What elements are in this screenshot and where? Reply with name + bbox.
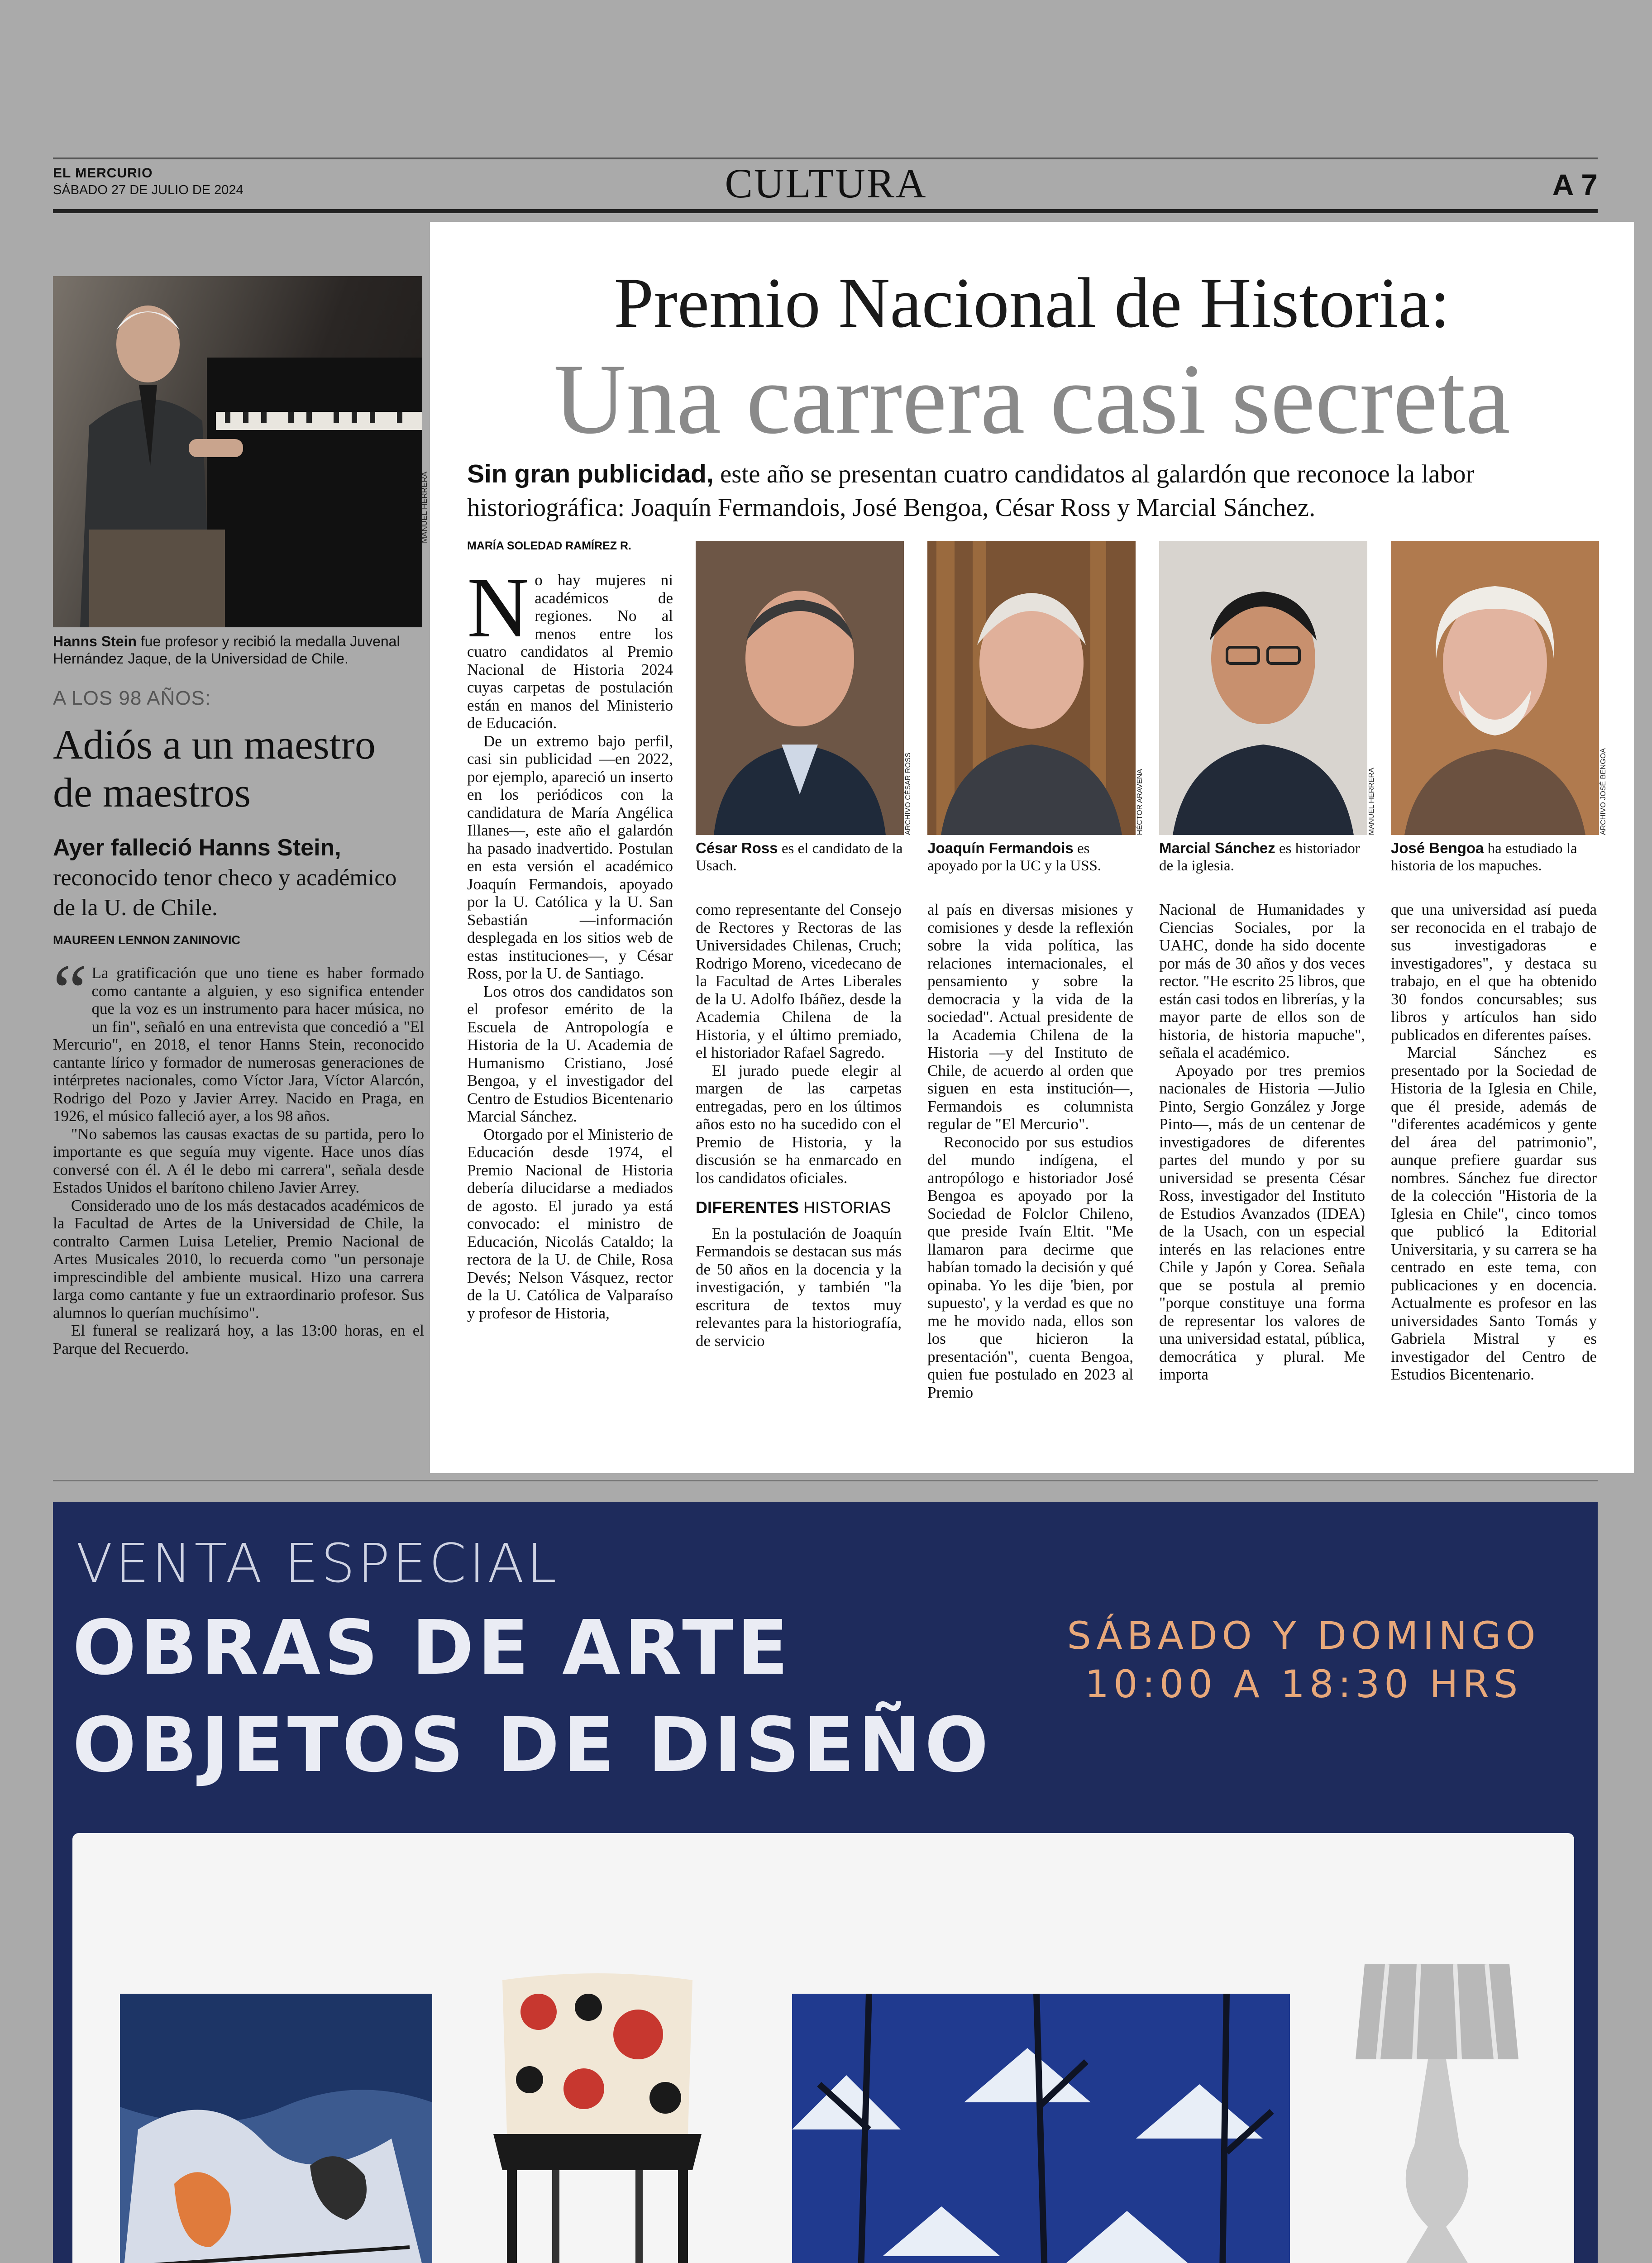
- piano-scene-illustration: [53, 276, 422, 627]
- portrait-marcial-sanchez-illustration: [1159, 541, 1367, 835]
- chair-mademoiselle: [475, 1971, 720, 2263]
- portrait-caption: Joaquín Fermandois es apoyado por la UC y la USS.: [927, 840, 1102, 874]
- painting-benmayor: [120, 1994, 432, 2263]
- main-column-4: [1159, 901, 1365, 1384]
- body-paragraph: como representante del Consejo de Rectores y Rectoras de las Universidades Chilenas, Cruch; Rodrigo Moreno, vicedecano de la Facultad de Artes Liberales de la U. Adolfo Ibáñez, desde la Academia Chilena de la Historia, y el último premiado, el historiador Rafael Sagredo.: [696, 901, 902, 1061]
- main-column-3: [927, 901, 1133, 1401]
- portrait-joaquin-fermandois: [927, 541, 1136, 835]
- portrait-caption: Marcial Sánchez es historiador de la iglesia.: [1159, 840, 1360, 874]
- newspaper-name: EL MERCURIO: [53, 166, 153, 181]
- header-rule-bottom: [53, 209, 1598, 213]
- body-paragraph: El jurado puede elegir al margen de las carpetas entregadas, pero en los últimos años esto no ha sucedido con el Premio de Historia, y la discusión se ha enmarcado en los candidatos oficiales.: [696, 1061, 902, 1187]
- page-number: A 7: [1552, 168, 1598, 201]
- body-paragraph: El funeral se realizará hoy, a las 13:00 horas, en el Parque del Recuerdo.: [53, 1322, 424, 1357]
- body-paragraph: De un extremo bajo perfil, casi sin publicidad —en 2022, por ejemplo, apareció un inserto en los periódicos con la candidatura de María Angélica Illanes—, este año el galardón ha pasado inadvertido. Postulan en esta versión el académico Joaquín Fermandois, apoyado por la U. Católica y la U. San Sebastián —información desplegada en los sitios web de estas instituciones—, y César Ross, por la U. de Santiago.: [467, 732, 673, 982]
- ad-hours: 10:00 A 18:30 HRS: [1084, 1662, 1523, 1706]
- deck-bold: Ayer falleció Hanns Stein,: [53, 835, 341, 861]
- ad-days: SÁBADO Y DOMINGO: [1067, 1614, 1540, 1658]
- portrait-caption: César Ross es el candidato de la Usach.: [696, 840, 903, 874]
- portrait-credit: MANUEL HERRERA: [1368, 768, 1375, 835]
- lamp-bourgie: [1346, 1955, 1528, 2263]
- main-column-5: [1391, 901, 1597, 1384]
- body-paragraph: Apoyado por tres premios nacionales de Historia —Julio Pinto, Sergio González y Jorge Pinto—, más de un centenar de investigadores de diferentes partes del mundo y por su universidad se presenta César Ross, investigador del Instituto de Estudios Avanzados (IDEA) de la Usach, con un especial interés en las relaciones entre Chile y Japón y Corea. Señala que se postula al premio "porque constituye una forma de representar los valores de una universidad estatal, pública, democrática y plural. Me importa: [1159, 1061, 1365, 1383]
- body-paragraph: En la postulación de Joaquín Fermandois se destacan sus más de 50 años en la docencia y la investigación, y también "la escritura de textos muy relevantes para la historiografía, de servicio: [696, 1224, 902, 1350]
- article-title: Adiós a un maestro de maestros: [53, 721, 376, 816]
- page-divider: [53, 1480, 1598, 1481]
- drop-cap: N: [467, 560, 530, 655]
- portrait-joaquin-fermandois-illustration: [927, 541, 1136, 835]
- body-paragraph: Nacional de Humanidades y Ciencias Sociales, por la UAHC, donde ha sido docente por más de 30 años y dos veces rector. "He escrito 25 libros, que están casi todos en librerías, y la mayor parte de ellos son de historia, de historia mapuche", señala el académico.: [1159, 901, 1365, 1061]
- main-byline: MARÍA SOLEDAD RAMÍREZ R.: [467, 539, 631, 552]
- issue-date: SÁBADO 27 DE JULIO DE 2024: [53, 183, 244, 197]
- deck-text: reconocido tenor checo y académico de la U. de Chile.: [53, 865, 397, 921]
- photo-credit: MANUEL HERRERA: [420, 471, 429, 543]
- portrait-cesar-ross: [696, 541, 904, 835]
- main-column-2: [696, 901, 902, 1350]
- body-paragraph: Considerado uno de los más destacados académicos de la Facultad de Artes de la Universidad de Chile, la contralto Carmen Luisa Letelier, Premio Nacional de Artes Musicales 2010, lo recuerda como "un personaje imprescindible del ambiente musical. Hizo una carrera larga como cantante y fue un extraordinario profesor. Sus alumnos lo querían muchísimo".: [53, 1196, 424, 1322]
- section-subhead: DIFERENTES HISTORIAS: [696, 1198, 891, 1217]
- body-paragraph: Reconocido por sus estudios del mundo indígena, el antropólogo e historiador José Bengoa es apoyado por la Sociedad de Folclor Chileno, que preside Ivaín Eltit. "Me llamaron para decirme que habían tomado la decisión y qué opinaba. Yo les dije 'bien, por supuesto', y la verdad es que no me he movido nada, ellos son los que hicieron la presentación", cuenta Bengoa, quien fue postulado en 2023 al Premio: [927, 1133, 1133, 1401]
- article-body: [53, 949, 424, 1357]
- ad-headline-2: OBJETOS DE DISEÑO: [72, 1702, 993, 1789]
- portrait-credit: ARCHIVO CÉSAR ROSS: [904, 752, 912, 835]
- article-deck: [53, 833, 424, 923]
- main-column-1: [467, 560, 673, 1322]
- main-headline: Premio Nacional de Historia:: [614, 263, 1450, 343]
- body-paragraph: “ La gratificación que uno tiene es haber formado como cantante a alguien, y eso significa entender que la voz es un instrumento para hacer música, no un fin", señaló en una entrevista que concedió a "El Mercurio", en 2018, el tenor Hanns Stein, reconocido cantante lírico y formador de numerosas generaciones de intérpretes nacionales, como Víctor Jara, Víctor Alarcón, Rodrigo del Pozo y Javier Arrey. Nacido en Praga, en 1926, el músico falleció ayer, a los 98 años.: [53, 949, 424, 1125]
- painting-dominguez: [792, 1994, 1290, 2263]
- drop-quote: “: [53, 949, 87, 1034]
- main-deck: [467, 457, 1608, 525]
- portrait-jose-bengoa: [1391, 541, 1599, 835]
- ad-kicker: VENTA ESPECIAL: [76, 1532, 559, 1595]
- caption-text: fue profesor y recibió la medalla Juvenal Hernández Jaque, de la Universidad de Chile.: [53, 633, 400, 667]
- article-kicker: A LOS 98 AÑOS:: [53, 687, 211, 709]
- body-paragraph: Marcial Sánchez es presentado por la Sociedad de Historia de la Iglesia en Chile, que él preside, además de "diferentes académicos y gente del área del patrimonio", aunque prefiere guardar sus nombres. Sánchez fue director de la colección "Historia de la Iglesia en Chile", cinco tomos que publicó la Editorial Universitaria, y su carrera se ha centrado en este tema, con publicaciones y en docencia. Actualmente es profesor en las universidades Santo Tomás y Gabriela Mistral y es investigador del Centro de Estudios Bicentenario.: [1391, 1044, 1597, 1383]
- portrait-jose-bengoa-illustration: [1391, 541, 1599, 835]
- main-deck-bold: Sin gran publicidad,: [467, 459, 714, 488]
- main-deck-text: este año se presentan cuatro candidatos al galardón que reconoce la labor historiográfica: Joaquín Fermandois, José Bengoa, César Ross y Marcial Sánchez.: [467, 460, 1475, 522]
- hanns-stein-photo: [53, 276, 422, 627]
- article-byline: MAUREEN LENNON ZANINOVIC: [53, 933, 241, 947]
- body-paragraph: que una universidad así pueda ser reconocida en el trabajo de sus investigadoras e investigadores", y destaca su trabajo, en el que ha obtenido 30 fondos concursables; sus libros y artículos han sido publicados en diferentes países.: [1391, 901, 1597, 1044]
- body-paragraph: Otorgado por el Ministerio de Educación desde 1974, el Premio Nacional de Historia debería dilucidarse a mediados de agosto. El jurado ya está convocado: el ministro de Educación, Nicolás Cataldo; la rectora de la U. de Chile, Rosa Devés; Nelson Vásquez, rector de la U. Católica de Valparaíso y profesor de Historia,: [467, 1125, 673, 1322]
- body-paragraph: No hay mujeres ni académicos de regiones. No al menos entre los cuatro candidatos al Premio Nacional de Historia 2024 cuyas carpetas de postulación están en manos del Ministerio de Educación.: [467, 560, 673, 732]
- ad-headline-1: OBRAS DE ARTE: [72, 1604, 792, 1692]
- body-paragraph: "No sabemos las causas exactas de su partida, pero lo importante es que seguía muy vigente. Hace unos días conversé con él. A él le debo mi carrera", señala desde Estados Unidos el barítono chileno Javier Arrey.: [53, 1125, 424, 1196]
- portrait-caption: José Bengoa ha estudiado la historia de los mapuches.: [1391, 840, 1577, 874]
- body-paragraph: Los otros dos candidatos son el profesor emérito de la Escuela de Antropología e Historia de la U. Academia de Humanismo Cristiano, José Bengoa, y el investigador del Centro de Estudios Bicentenario Marcial Sánchez.: [467, 982, 673, 1125]
- section-title: CULTURA: [725, 160, 927, 206]
- portrait-credit: ARCHIVO JOSÉ BENGOA: [1599, 748, 1607, 835]
- photo-caption: [53, 633, 422, 667]
- portrait-cesar-ross-illustration: [696, 541, 904, 835]
- body-paragraph: al país en diversas misiones y comisiones y desde la reflexión sobre la vida política, las relaciones internacionales, el pensamiento y sobre la democracia y la vida de la sociedad". Actual presidente de la Academia Chilena de la Historia —y del Instituto de Chile, de acuerdo al orden que siguen en esta institución—, Fermandois es columnista regular de "El Mercurio".: [927, 901, 1133, 1133]
- portrait-marcial-sanchez: [1159, 541, 1367, 835]
- caption-name: Hanns Stein: [53, 633, 137, 649]
- portrait-credit: HÉCTOR ARAVENA: [1136, 769, 1144, 835]
- main-subheadline: Una carrera casi secreta: [554, 344, 1510, 455]
